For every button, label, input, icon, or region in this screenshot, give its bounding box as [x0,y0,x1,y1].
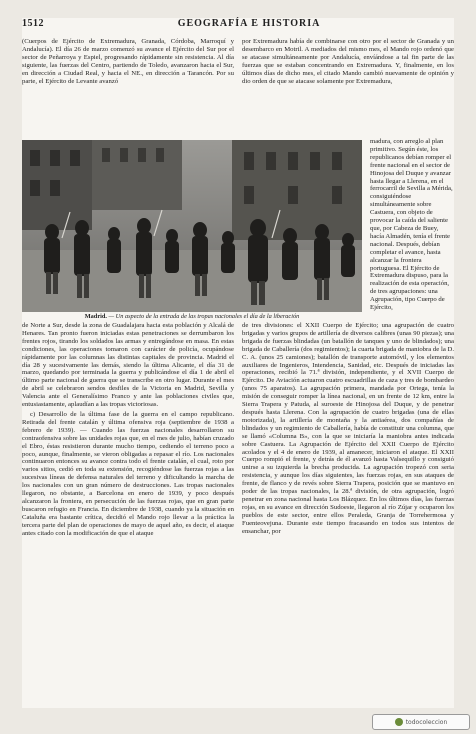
watermark-label: todocoleccion [405,718,448,726]
photo-illustration [22,140,362,312]
right-column-bottom [242,322,454,706]
right-column-top [242,38,454,138]
right-column-beside-photo [370,138,454,316]
paragraph: de tres divisiones: el XXII Cuerpo de Ejército; una agrupación de cuatro brigadas y varios grupos de artillería de diversos calibres (unas 90 piezas); una brigada de fuerzas blindadas (un batallón de tanques y uno de blindados); una brigada de Caballería (dos regimientos); la cuarta brigada de maniobra de la D. C. A. (unos 25 camiones); batallón de transporte automóvil, y los elementos auxiliares de Ingenieros, Intendencia, Sanidad, etc. Después de iniciadas las operaciones, recibió la 71.ª división, independiente, y el XVII Cuerpo de Ejército. De Aviación actuaron cuatro escuadrillas de caza y tres de bombardeo (unos 75 aparatos). La agrupación primera, mandada por Ortega, tenía la misión de conseguir romper la línea nacional, en un frente de 12 km, entre la Sierra Trapera y Patuda, al suroeste de Hinojosa del Duque, y de penetrar después hasta Llerena. Con la agrupación de cuatro brigadas (una de ellas motorizada), la artillería de montaña y la antiaérea, dos compañías de blindados y un regimiento de Caballería, había de constituir una columna, que se llamó «Columna B», con la que se iniciaría la maniobra antes indicada sobre Castuera. La Agrupación de Ejército del XXII Cuerpo de Ejército acolados y el 4 de enero de 1939, al amanecer, iniciaron el ataque. El XXII Cuerpo rompió el frente, y detrás de él avanzó hasta Valsequillo y consiguió unirse a su izquierda la brecha producida. La agrupación tropezó con seria resistencia, y aunque los días siguientes, las fuerzas rojas, en sus ataques de frente, de flanco y de revés sobre Sierra Trapera, posición que se mantuvo en poder de las tropas nacionales, la 28.ª división, de otra agrupación, logró penetrar en zona nacional hasta Los Blázquez. En los últimos días, las fuerzas rojas, en su avance en dirección Sudoeste, llegaron al río Zújar y ocuparon los pueblos de este sector, entre ellos Peraleda, Granja de Torrehermosa y Fuenteovejuna. Durante este tiempo fracasando en todos sus intentos de ensanchar, por [242,322,454,535]
page-number: 1512 [22,18,44,29]
liberation-photo [22,140,362,312]
paragraph: de Norte a Sur, desde la zona de Guadalajara hacia esta población y Alcalá de Henares. Tan pronto fueron iniciadas estas penetraciones se derrumbaron los frentes rojos, tirando los soldados las armas y entregándose en masa. En estas condiciones, las operaciones tomaron con carácter de policía, ocupándose rápidamente por las columnas las distintas capitales de provincia. Madrid el día 28 y sucesivamente las demás, siendo la última Alicante, el día 31 de marzo, quedando por terminada la guerra y publicándose el día 1 de abril el último parte nacional de guerra que se transcribe en otro lugar. Durante el mes de abril se celebraron sendos desfiles de la Victoria en Madrid, Sevilla y Valencia ante el Generalísimo Franco y ante las poblaciones civiles que, entusiastamente, aplaudían a las tropas victoriosas. [22,322,234,409]
photo-caption [22,313,362,322]
caption-place: Madrid. [84,313,107,320]
paragraph: por Extremadura había de combinarse con otro por el sector de Granada y un desembarco en Motril. A mediados del mismo mes, el Mando rojo ordenó que se atacase simultáneamente por Andalucía, envíándose a tal fin parte de las fuerzas que se estaban concentrando en Extremadura. Y, finalmente, en los últimos días de dicho mes, el citado Mando cambió nuevamente de opinión y dio orden de que se atacase solamente por Extremadura, [242,38,454,85]
book-page [22,18,454,708]
watermark-badge [372,714,470,730]
paragraph: (Cuerpos de Ejército de Extremadura, Granada, Córdoba, Marroquí y Andalucía). El día 26 de marzo comenzó su avance el Ejército del Sur por el sector de Peñarroya y Espiel, progresando rápidamente sin resistencia. Al día siguiente, las fuerzas del Centro, partiendo de Toledo, avanzaron hacia el Sur, en dirección a Ciudad Real, y hacia el NE., en dirección a Tarancón. Por su parte, el Ejército de Levante avanzó [22,38,234,85]
running-title: GEOGRAFÍA E HISTORIA [177,18,321,29]
left-column-bottom [22,322,234,706]
paragraph: madura, con arreglo al plan primitivo. Según éste, los republicanos debían romper el frente nacional en el sector de Hinojosa del Duque y avanzar hasta llegar a Llerena, en el ferrocarril de Sevilla a Mérida, consiguiéndose simultáneamente sobre Castuera, con objeto de provocar la caída del saliente que, por Cabeza de Buey, hacía Almadén, tenía el frente nacional. Después, debían completar el avance, hasta alcanzar la frontera portuguesa. El Ejército de Extremadura dispuso, para la realización de esta operación, de tres agrupaciones: una Agrupación, tipo Cuerpo de Ejército, [370,138,453,312]
paragraph: c) Desarrollo de la última fase de la guerra en el campo republicano. Retirada del frente catalán y última ofensiva roja (septiembre de 1938 a febrero de 1939). — Cuando las fuerzas nacionales desarrollaron su contraofensiva sobre las unidades rojas que, en el mes de julio, habían cruzado el Ebro, éstas resistieron durante mucho tiempo, cediendo el terreno poco a poco, aunque, finalmente, se vieron obligadas a repasar el río. Los nacionales continuaron entonces su avance contra todo el frente catalán, el cual, roto por varios sitios, cedió en toda su extensión, recogiéndose las fuerzas rojas a las sucesivas líneas de defensa naturales del terreno y dificultando la marcha de los nacionales con un gran número de destrucciones. Las tropas nacionales llegaron, no obstante, a Barcelona en enero de 1939, y poco después alcanzaron la frontera, en persecución de las fuerzas rojas, que en gran parte buscaron refugio en Francia. En diciembre de 1938, cuando ya la situación en Cataluña era bastante crítica, decidió el Mando rojo llevar a la práctica la tercera parte del plan de operaciones de mayo de aquel año, es decir, el ataque antes citado con la modificación de que el ataque [22,410,234,537]
page-header [22,18,454,36]
watermark-logo-icon [395,718,403,726]
caption-text: — Un aspecto de la entrada de las tropas nacionales el día de la liberación [106,313,300,320]
left-column-top [22,38,234,138]
